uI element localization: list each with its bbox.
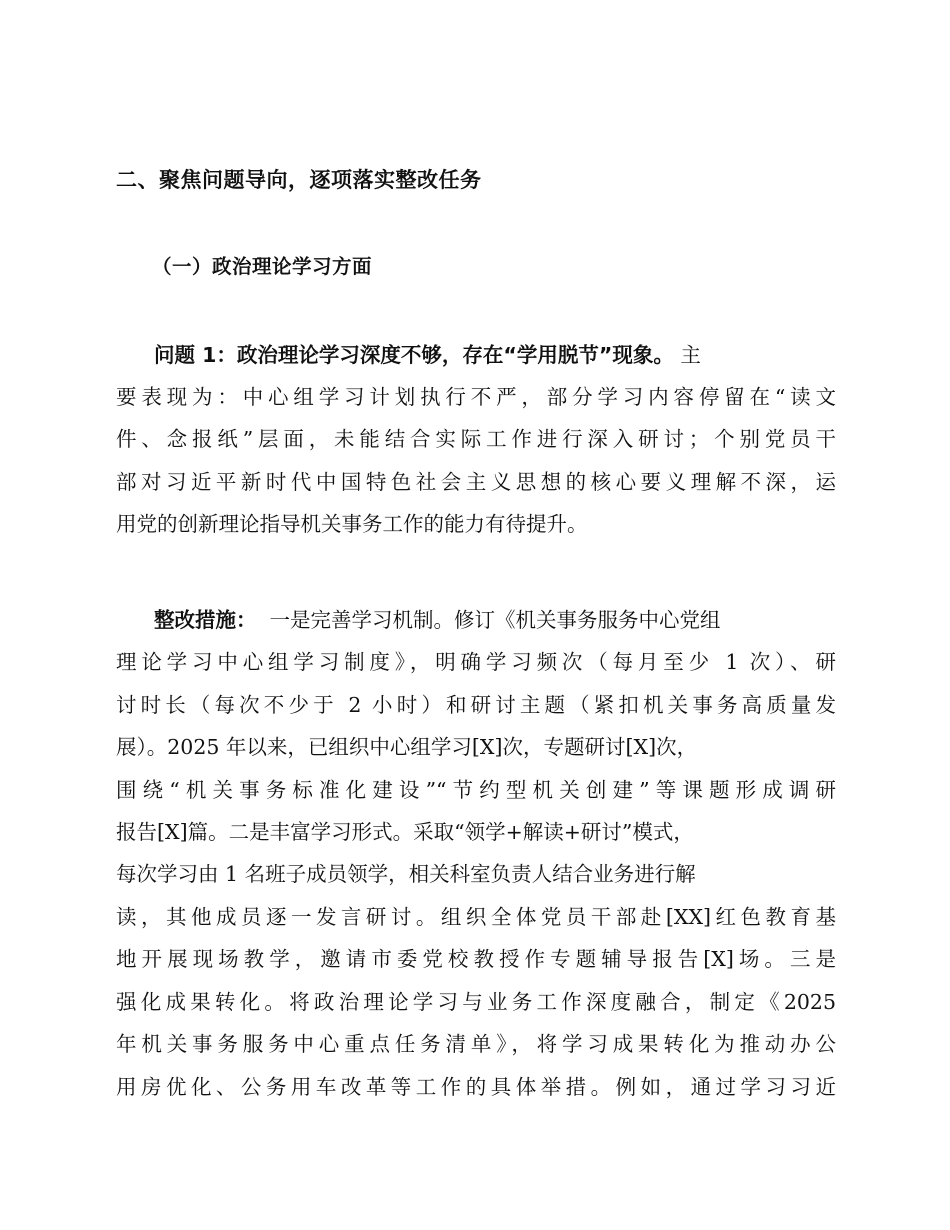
measures-line-5: 围绕“机关事务标准化建设”“节约型机关创建”等课题形成调研 — [116, 778, 836, 802]
problem-text-start: 主 — [673, 343, 701, 367]
measures-text-start: 一是完善学习机制。修订《机关事务服务中心党组 — [269, 608, 721, 632]
measures-line-7: 每次学习由 1 名班子成员领学，相关科室负责人结合业务进行解 — [116, 862, 696, 886]
measures-label: 整改措施： — [154, 608, 257, 632]
problem-label: 问题 1：政治理论学习深度不够，存在“学用脱节”现象。 — [154, 343, 674, 367]
measures-line-4: 展）。2025 年以来，已组织中心组学习[X]次，专题研讨[X]次， — [116, 735, 698, 759]
problem-line-1 — [154, 339, 836, 371]
problem-line-3: 件、念报纸”层面，未能结合实际工作进行深入研讨；个别党员干 — [116, 427, 836, 451]
measures-line-10: 强化成果转化。将政治理论学习与业务工作深度融合，制定《2025 — [116, 990, 836, 1014]
section-heading: 二、聚焦问题导向，逐项落实整改任务 — [116, 168, 482, 192]
measures-line-8: 读，其他成员逐一发言研讨。组织全体党员干部赴[XX]红色教育基 — [116, 905, 836, 929]
problem-line-4: 部对习近平新时代中国特色社会主义思想的核心要义理解不深，运 — [116, 470, 836, 494]
problem-line-2: 要表现为：中心组学习计划执行不严，部分学习内容停留在“读文 — [116, 385, 836, 409]
subsection-heading: （一）政治理论学习方面 — [152, 255, 373, 278]
measures-line-3: 讨时长（每次不少于 2 小时）和研讨主题（紧扣机关事务高质量发 — [116, 693, 836, 717]
measures-line-2: 理论学习中心组学习制度》，明确学习频次（每月至少 1 次）、研 — [116, 650, 836, 674]
problem-line-5: 用党的创新理论指导机关事务工作的能力有待提升。 — [116, 512, 588, 536]
measures-line-9: 地开展现场教学，邀请市委党校教授作专题辅导报告[X]场。三是 — [116, 947, 836, 971]
measures-line-6: 报告[X]篇。二是丰富学习形式。采取“领学+解读+研讨”模式， — [116, 820, 694, 844]
measures-line-12: 用房优化、公务用车改革等工作的具体举措。例如，通过学习习近 — [116, 1075, 836, 1099]
measures-line-1 — [154, 604, 836, 636]
measures-line-11: 年机关事务服务中心重点任务清单》，将学习成果转化为推动办公 — [116, 1032, 836, 1056]
